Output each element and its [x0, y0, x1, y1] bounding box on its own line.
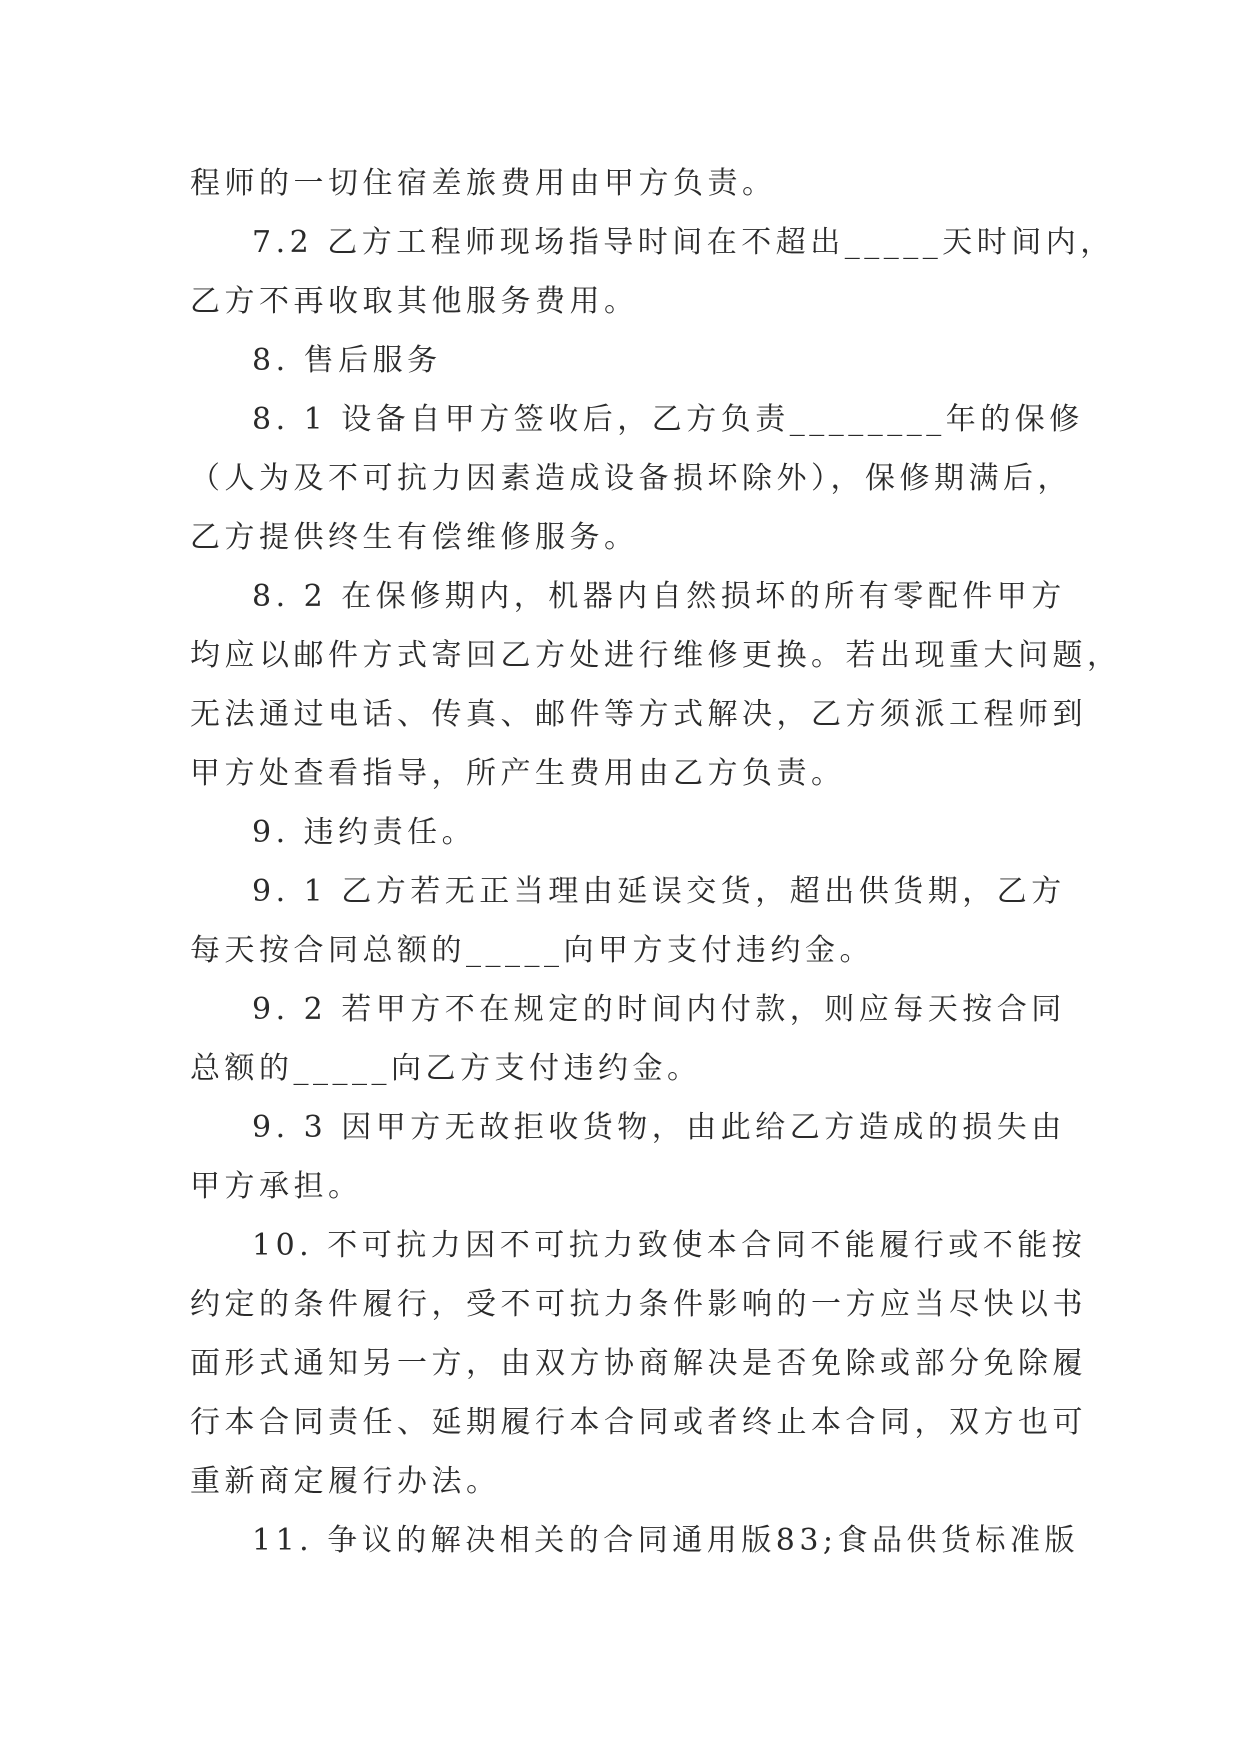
document-line: 9. 1 乙方若无正当理由延误交货，超出供货期，乙方 — [252, 874, 1066, 909]
document-line: 甲方承担。 — [190, 1169, 363, 1204]
document-line: 11. 争议的解决相关的合同通用版83;食品供货标准版 — [252, 1523, 1080, 1558]
document-line: 面形式通知另一方，由双方协商解决是否免除或部分免除履 — [190, 1346, 1087, 1381]
document-line: 8. 售后服务 — [252, 343, 442, 378]
document-line: 重新商定履行办法。 — [190, 1464, 501, 1499]
document-line: （人为及不可抗力因素造成设备损坏除外），保修期满后， — [190, 461, 1072, 496]
document-line: 7.2 乙方工程师现场指导时间在不超出_____天时间内， — [252, 225, 1115, 260]
document-line: 乙方不再收取其他服务费用。 — [190, 284, 639, 319]
document-line: 均应以邮件方式寄回乙方处进行维修更换。若出现重大问题， — [190, 638, 1122, 673]
document-line: 10. 不可抗力因不可抗力致使本合同不能履行或不能按 — [252, 1228, 1087, 1263]
document-line: 9. 3 因甲方无故拒收货物，由此给乙方造成的损失由 — [252, 1110, 1066, 1145]
document-line: 8. 2 在保修期内，机器内自然损坏的所有零配件甲方 — [252, 579, 1066, 614]
document-line: 程师的一切住宿差旅费用由甲方负责。 — [190, 166, 777, 201]
document-line: 乙方提供终生有偿维修服务。 — [190, 520, 639, 555]
document-line: 甲方处查看指导，所产生费用由乙方负责。 — [190, 756, 846, 791]
document-line: 总额的_____向乙方支付违约金。 — [190, 1051, 702, 1086]
document-line: 9. 违约责任。 — [252, 815, 477, 850]
document-body — [190, 154, 1122, 1570]
document-line: 每天按合同总额的_____向甲方支付违约金。 — [190, 933, 874, 968]
document-line: 9. 2 若甲方不在规定的时间内付款，则应每天按合同 — [252, 992, 1066, 1027]
document-line: 约定的条件履行，受不可抗力条件影响的一方应当尽快以书 — [190, 1287, 1087, 1322]
document-line: 8. 1 设备自甲方签收后，乙方负责________年的保修 — [252, 402, 1084, 437]
document-line: 无法通过电话、传真、邮件等方式解决，乙方须派工程师到 — [190, 697, 1087, 732]
document-line: 行本合同责任、延期履行本合同或者终止本合同，双方也可 — [190, 1405, 1087, 1440]
